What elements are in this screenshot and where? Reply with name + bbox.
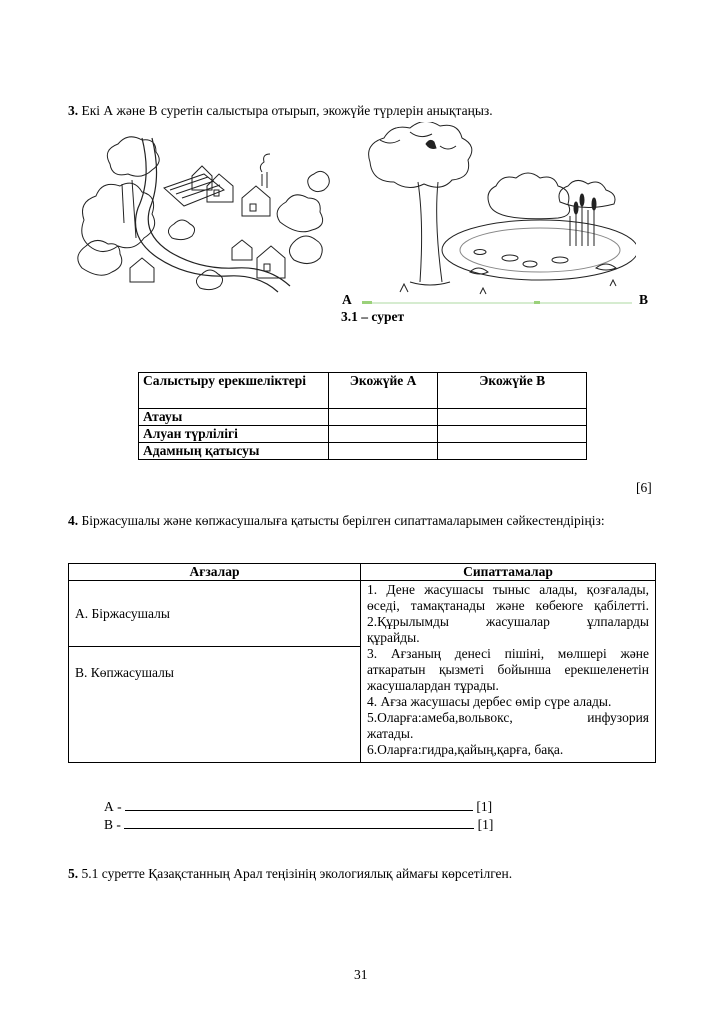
descriptions-cell — [361, 581, 656, 763]
label-separator-mark-1 — [362, 301, 372, 304]
answer-cell-a-diversity[interactable] — [328, 426, 437, 443]
answer-cell-b-name[interactable] — [438, 409, 587, 426]
row-label-human-involvement: Адамның қатысуы — [139, 443, 329, 460]
header-comparison-features — [139, 373, 329, 409]
row-label-diversity: Алуан түрлілігі — [139, 426, 329, 443]
answer-b-label: В - — [104, 817, 121, 832]
q4-text: Біржасушалы және көпжасушалыға қатысты берілген сипаттамаларымен сәйкестендіріңіз: — [81, 513, 605, 528]
header-organisms: Ағзалар — [69, 564, 361, 581]
answer-b-score: [1] — [477, 817, 494, 832]
figure-caption: 3.1 – сурет — [341, 309, 405, 324]
organism-unicellular: А. Біржасушалы — [69, 581, 361, 647]
description-line: құрайды. — [367, 630, 420, 645]
q5-number: 5. — [68, 866, 79, 881]
description-line: 3. Ағзаның денесі пішіні, мөлшері және — [367, 646, 649, 661]
table-header-row — [139, 373, 587, 409]
q5-text: 5.1 суретте Қазақстанның Арал теңізінің экологиялық аймағы көрсетілген. — [81, 866, 513, 881]
organism-multicellular: В. Көпжасушалы — [69, 647, 361, 763]
answer-line-a — [104, 799, 492, 815]
ecosystem-b-image — [360, 122, 636, 300]
answer-a-score: [1] — [476, 799, 493, 814]
q4-statement — [68, 513, 605, 529]
header-comparison-features-text: Салыстыру ерекшеліктері — [143, 373, 306, 388]
table-header-row — [69, 564, 656, 581]
answer-cell-b-diversity[interactable] — [438, 426, 587, 443]
header-ecosystem-b: Экожүйе В — [438, 373, 587, 409]
q5-statement — [68, 866, 512, 882]
ecosystem-a-image — [72, 128, 330, 306]
description-line: 5.Оларға:амеба,вольвокс, инфузория — [367, 710, 649, 725]
description-line: 1. Дене жасушасы тыныс алады, қозғалады, — [367, 582, 649, 597]
description-line: аткаратын қызметі бойынша ерекшеленетін — [367, 662, 649, 677]
q3-score: [6] — [636, 480, 652, 495]
page-number: 31 — [354, 967, 368, 982]
answer-b-input[interactable] — [124, 817, 474, 829]
row-label-name: Атауы — [139, 409, 329, 426]
label-b: В — [639, 292, 649, 307]
table-row — [139, 426, 587, 443]
q3-statement — [68, 103, 493, 119]
answer-cell-a-name[interactable] — [328, 409, 437, 426]
description-line: 6.Оларға:гидра,қайың,қарға, бақа. — [367, 742, 564, 757]
description-line: 2.Құрылымды жасушалар ұлпаларды — [367, 614, 649, 629]
answer-cell-b-human[interactable] — [438, 443, 587, 460]
answer-a-label: А - — [104, 799, 122, 814]
q4-matching-table — [68, 563, 656, 763]
header-descriptions: Сипаттамалар — [361, 564, 656, 581]
table-row — [139, 443, 587, 460]
label-separator-line — [362, 302, 632, 304]
table-row — [139, 409, 587, 426]
answer-cell-a-human[interactable] — [328, 443, 437, 460]
description-line: жасушалардан тұрады. — [367, 678, 499, 693]
q3-text: Екі А және В суретін салыстыра отырып, экожүйе түрлерін анықтаңыз. — [81, 103, 493, 118]
q4-number: 4. — [68, 513, 79, 528]
label-a: А — [342, 292, 352, 307]
answer-a-input[interactable] — [125, 799, 473, 811]
header-ecosystem-a: Экожүйе А — [328, 373, 437, 409]
label-separator-mark-2 — [534, 301, 540, 304]
q3-comparison-table — [138, 372, 587, 460]
description-line: өседі, тамақтанады және көбеюге қабілетті. — [367, 598, 649, 613]
answer-line-b — [104, 817, 493, 833]
description-line: 4. Ағза жасушасы дербес өмір сүре алады. — [367, 694, 612, 709]
table-row — [69, 581, 656, 647]
q3-number: 3. — [68, 103, 79, 118]
description-line: жатады. — [367, 726, 414, 741]
